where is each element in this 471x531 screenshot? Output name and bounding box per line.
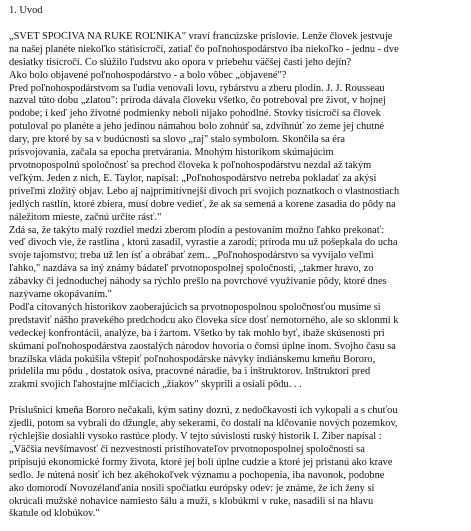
text-line: Podľa citovaných historikov zaoberajúcich sa prvotnopospolnou spoločnosťou musíme si xyxy=(9,301,381,313)
text-line: Zdá sa, že takýto malý rozdiel medzi zberom plodín a pestovaním možno ľahko prekonať: xyxy=(9,224,385,236)
text-line: zrakmi svojich ľahostajne mlčiacich „žiakov" skyprili a osiali pôdu. . . xyxy=(9,379,302,391)
text-line: priveľmi zložitý objav. Lebo aj najprimitívnejší divoch pri svojich poznatkoch o vlastnostiach xyxy=(9,185,400,197)
text-line: „SVET SPOČÍVA NA RUKE ROĽNÍKA" vraví francúzske príslovie. Lenže človek jestvuje xyxy=(9,30,393,42)
text-line: ľahko," nazdáva sa iný známy bádateľ prvotnopospolnej spoločnosti, „takmer hravo, zo xyxy=(9,263,374,275)
text-line: skúmaní poľnohospodárstva zaostalých národov hovoria o čomsi úplne inom. Svojho času sa xyxy=(9,340,396,352)
paragraph-intro xyxy=(9,31,465,392)
text-line: prisvojovania, začala sa epocha pretvárania. Mnohým historikom skúmajúcim xyxy=(9,147,334,159)
section-heading: 1. Uvod xyxy=(9,5,43,16)
text-line: zjedli, potom sa vybrali do džungle, aby sekerami, čo dostali na klčovanie nových pozemkov, xyxy=(9,418,398,430)
text-line: Pred poľnohospodárstvom sa ľudia venovali lovu, rybárstvu a zberu plodín. J. J. Rousseau xyxy=(9,82,385,94)
text-line: náležitom mieste, začnú určite rásť." xyxy=(9,211,162,223)
text-line: „Väčšia nevšímavosť či nezvestnosti pristihovateľov prvotnopospolnej spoločnosti sa xyxy=(9,443,365,455)
text-line: podobe; i keď jeho životné podmienky neboli nijako pohodlné. Stovky tisícročí sa človek xyxy=(9,108,381,120)
text-line: nazval túto dobu „zlatou": príroda dávala človeku všetko, čo potreboval pre život, v hojnej xyxy=(9,95,386,107)
text-line: prvotnopospolnú spoločnosť sa prechod človeka k poľnohospodárstvu nezdal až takým xyxy=(9,159,372,171)
text-line: na našej planéte niekoľko státisícročí, zatiaľ čo poľnohospodárstvo iba niekoľko - jednu - dve xyxy=(9,43,399,55)
text-line: jedlých rastlín, ktoré zbiera, musí dobre vedieť, že ak sa semená a korene zasadia do pôdy na xyxy=(9,198,396,210)
text-line: škatule od klobúkov." xyxy=(9,508,100,520)
text-line: pridelila mu pôdu , dostatok osiva, pracovné náradie, ba i inštruktorov. Inštruktori pred xyxy=(9,366,371,378)
text-line: zábavky či jednoduchej náhody sa rýchlo prešlo na povrchové využívanie pôdy, ktoré dnes xyxy=(9,276,387,288)
text-line: predstaviť nášho pravekého predchodcu ako človeka sice dosť nemotorného, ale so sklonmi k xyxy=(9,314,399,326)
text-line: brazílska vláda pokúšila vštepiť poľnohospodárske návyky indiánskemu kmeňu Bororo, xyxy=(9,353,376,365)
text-line: sedlo. Je nútená nosiť ich bez akéhokoľvek významu a pochopenia, iba navonok, podobne xyxy=(9,469,385,481)
text-line: veď divoch vie, že rastlina , ktorú zasadil, vyrastie a zarodí; príroda mu už pošepkala do ucha xyxy=(9,237,398,249)
text-line: desiatky tisícročí. Čo slúžilo ľudstvu ako opora v priebehu väčšej časti jeho dejín? xyxy=(9,56,352,68)
text-line: okrúcali mužské nohavice namiesto šálu a muži, s klobúkmi v ruke, nasadili si na hlavu xyxy=(9,495,374,507)
text-line: pripisujú ekonomické formy života, ktoré jej boli úplne cudzie a ktoré jej pristanú ako krave xyxy=(9,456,393,468)
text-line: veľkým. Jeden z nich, E. Taylor, napísal: „Poľnohospodárstvo netreba pokladať za akýsi xyxy=(9,172,377,184)
text-line: Ako bolo objavené poľnohospodárstvo - a bolo vôbec „objavené"? xyxy=(9,69,287,81)
text-line: rýchlejšie dosiahli vysoko rastúce plody. V tejto súvislosti ruský historik I. Žiber napísal : xyxy=(9,430,382,442)
text-line: Príslušníci kmeňa Bororo nečakali, kým satiny dozrú, z nedočkavosti ich vykopali a s chuťou xyxy=(9,405,398,417)
text-line: svoje tajomstvo; treba už len ísť a obrábať zem.. „Poľnohospodárstvo sa vyvíjalo veľmi xyxy=(9,250,374,262)
paragraph-gap xyxy=(9,392,465,405)
text-line: nazývame okopávaním." xyxy=(9,289,112,301)
text-line: ako domorodí Novozélanďania nosili spočiatku európsky odev: je známe, že ich ženy si xyxy=(9,482,375,494)
text-line: vedeckej konfrontácii, analýze, ba i žartom. Všetko by tak mohlo byť, ibaže skúsenosti pri xyxy=(9,327,385,339)
text-line: dary, pre ktoré by sa v budúcnosti sa slovo „raj" stalo symbolom. Skončila sa éra xyxy=(9,134,345,146)
text-line: potuloval po planéte a jeho jedinou námahou bolo zohnúť sa, zdvihnúť zo zeme jej chutné xyxy=(9,121,385,133)
paragraph-bororo xyxy=(9,405,465,521)
